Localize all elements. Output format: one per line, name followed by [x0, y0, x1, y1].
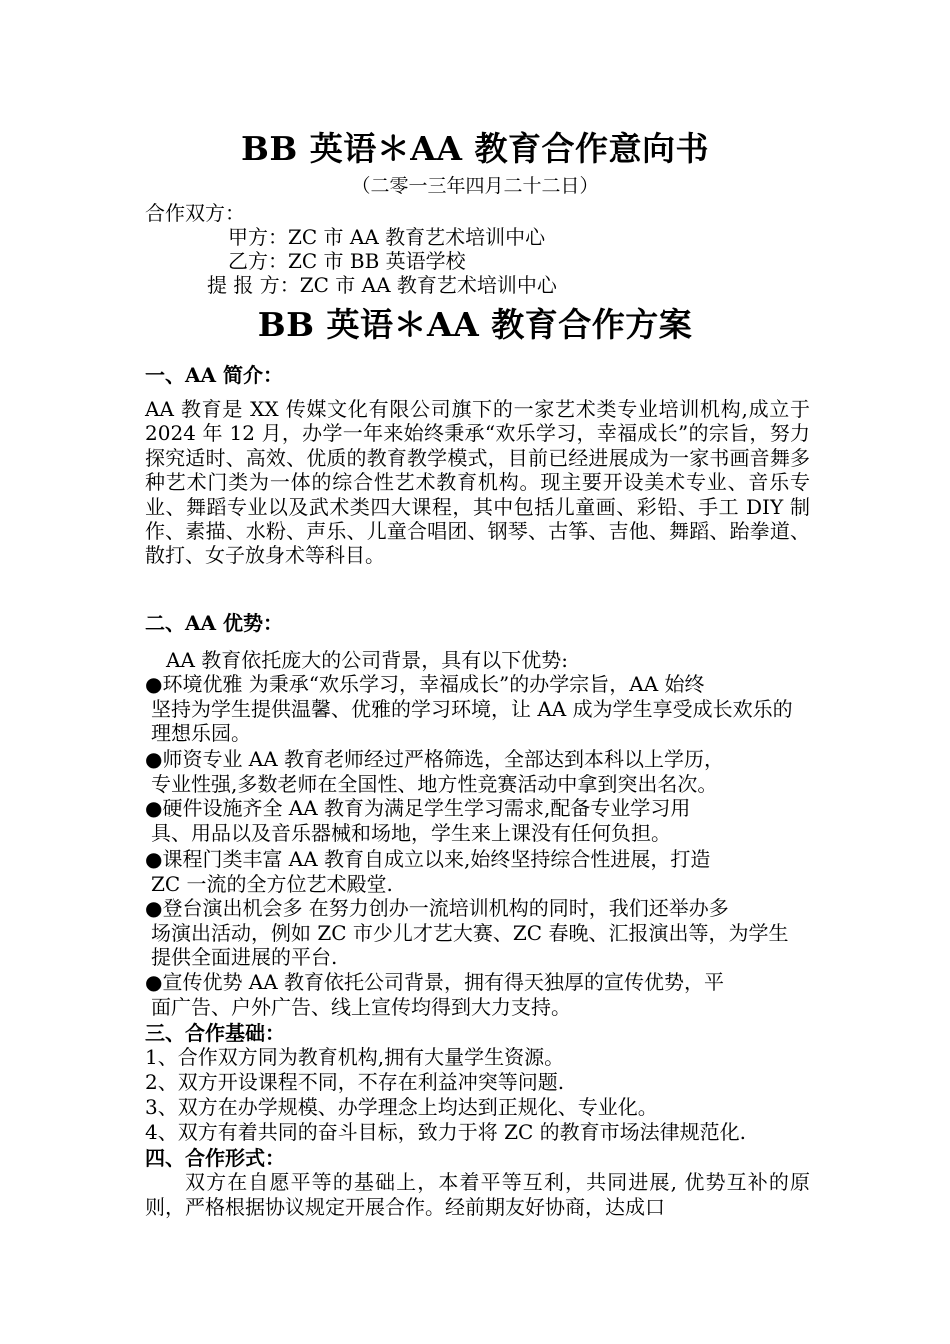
- advantage-item: [145, 796, 805, 845]
- section4-body: 双方在自愿平等的基础上，本着平等互利，共同进展, 优势互补的原则，严格根据协议规定开展合作。经前期友好协商，达成口: [145, 1170, 810, 1219]
- section4-heading: 四、合作形式：: [145, 1146, 285, 1170]
- section2-heading: 二、AA 优势：: [145, 611, 283, 635]
- basis-item: 2、双方开设课程不同，不存在利益冲突等问题.: [145, 1070, 565, 1094]
- advantage-first-line: ●环境优雅 为秉承“欢乐学习，幸福成长”的办学宗旨，AA 始终: [145, 672, 705, 696]
- advantage-rest: 面广告、户外广告、线上宣传均得到大力支持。: [151, 994, 571, 1019]
- advantage-rest: 坚持为学生提供温馨、优雅的学习环境，让 AA 成为学生享受成长欢乐的理想乐园。: [151, 696, 793, 745]
- advantage-rest: ZC 一流的全方位艺术殿堂.: [151, 871, 393, 896]
- document-date: （二零一三年四月二十二日）: [351, 175, 599, 197]
- advantage-first-line: ●课程门类丰富 AA 教育自成立以来,始终坚持综合性进展，打造: [145, 847, 711, 871]
- section1-heading: 一、AA 简介：: [145, 363, 283, 387]
- section3-heading: 三、合作基础：: [145, 1021, 285, 1045]
- submitter: 提 报 方：ZC 市 AA 教育艺术培训中心: [207, 273, 557, 297]
- advantage-first-line: ●宣传优势 AA 教育依托公司背景，拥有得天独厚的宣传优势，平: [145, 970, 725, 994]
- document-title: BB 英语＊AA 教育合作意向书: [241, 129, 709, 168]
- advantage-rest: 具、用品以及音乐器械和场地，学生来上课没有任何负担。: [151, 820, 671, 845]
- advantage-first-line: ●硬件设施齐全 AA 教育为满足学生学习需求,配备专业学习用: [145, 796, 691, 820]
- section2-intro: AA 教育依托庞大的公司背景，具有以下优势:: [166, 648, 568, 672]
- party-b: 乙方：ZC 市 BB 英语学校: [228, 249, 466, 273]
- parties-label: 合作双方：: [145, 201, 245, 225]
- advantage-rest: 专业性强,多数老师在全国性、地方性竞赛活动中拿到突出名次。: [151, 771, 718, 796]
- advantage-item: [145, 896, 805, 970]
- basis-item: 4、双方有着共同的奋斗目标，致力于将 ZC 的教育市场法律规范化.: [145, 1120, 746, 1144]
- basis-item: 3、双方在办学规模、办学理念上均达到正规化、专业化。: [145, 1095, 658, 1119]
- advantage-first-line: ●登台演出机会多 在努力创办一流培训机构的同时，我们还举办多: [145, 896, 729, 920]
- advantage-item: [145, 672, 805, 746]
- party-a: 甲方：ZC 市 AA 教育艺术培训中心: [228, 225, 546, 249]
- advantage-item: [145, 747, 805, 796]
- advantage-item: [145, 847, 805, 896]
- section1-body: AA 教育是 XX 传媒文化有限公司旗下的一家艺术类专业培训机构,成立于 2024 年 12 月，办学一年来始终秉承“欢乐学习，幸福成长”的宗旨，努力探究适时、高效、优质的教育教学模式，目前已经进展成为一家书画音舞多种艺术门类为一体的综合性艺术教育机构。现主要开设美术专业、音乐专业、舞蹈专业以及武术类四大课程，其中包括儿童画、彩铅、手工 DIY 制作、素描、水粉、声乐、儿童合唱团、钢琴、古筝、吉他、舞蹈、跆拳道、散打、女子放身术等科目。: [145, 397, 810, 568]
- basis-item: 1、合作双方同为教育机构,拥有大量学生资源。: [145, 1045, 565, 1069]
- advantage-item: [145, 970, 805, 1019]
- plan-title: BB 英语＊AA 教育合作方案: [257, 305, 693, 344]
- advantage-rest: 场演出活动，例如 ZC 市少儿才艺大赛、ZC 春晚、汇报演出等，为学生提供全面进展的平台.: [151, 920, 789, 969]
- advantage-first-line: ●师资专业 AA 教育老师经过严格筛选，全部达到本科以上学历，: [145, 747, 725, 771]
